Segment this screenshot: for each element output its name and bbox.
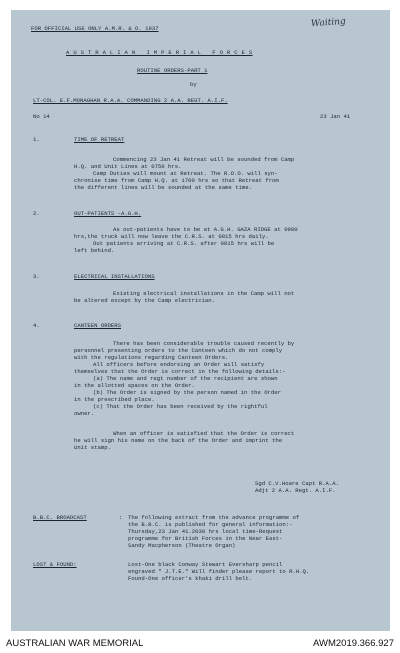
archive-footer [0,631,400,653]
document-title: ROUTINE ORDERS-PART 1 [137,67,208,74]
order-4-heading: CANTEEN ORDERS [74,322,121,329]
order-4-line: themselves that the Order is correct in the following details:- [74,368,286,375]
order-2-line: As out-patients have to be at A.G.H. GAZA RIDGE at 0900 [113,226,298,233]
order-1-line: Commencing 23 Jan 41 Retreat will be sounded from Camp [113,156,295,163]
order-4-line: (c) That the Order has been received by the rightful [93,403,268,410]
commanding-officer: LT-COL. E.F.MONAGHAN R.A.A. COMMANDING 2 A.A. REGT. A.I.F. [33,97,228,104]
order-1-line: Camp Duties will mount at Retreat. The R.O.O. will syn- [93,170,278,177]
signature-name: Sgd C.V.Hoare Capt R.A.A. [255,480,339,487]
order-4-line: There has been considerable trouble caused recently by [113,340,295,347]
by-line: by [190,81,197,88]
bbc-broadcast-line: Sandy Macpherson (Theatre Organ) [128,542,236,549]
order-3-heading: ELECTRICAL INSTALLATIONS [74,273,155,280]
order-2-number: 2. [33,210,40,217]
bbc-broadcast-separator: : [119,514,123,521]
order-2-line: Out patients arriving at C.R.S. after 0815 hrs will be [93,240,275,247]
order-4-line: (b) The Order is signed by the person named in the Order [93,389,281,396]
order-1-line: the different lines will be sounded at the same time. [74,184,252,191]
order-4-line: personnel presenting orders to the Canteen which do not comply [74,347,283,354]
order-4-line: When an officer is satisfied that the Order is correct [113,430,295,437]
document-page [11,10,390,631]
order-3-number: 3. [33,273,40,280]
order-4-line: with the regulations regarding Canteen Orders. [74,354,229,361]
order-2-line: hrs,the truck will now leave the C.R.S. at 0815 hrs daily. [74,233,269,240]
order-4-line: in the prescribed place. [74,396,155,403]
handwritten-note: Waiting [310,16,347,30]
order-2-line: left behind. [74,247,115,254]
bbc-broadcast-line: programme for British Forces in the Near East- [128,535,283,542]
order-1-number: 1. [33,136,40,143]
classification-line: FOR OFFICIAL USE ONLY A.M.R. & O. 1937 [31,25,159,32]
lost-and-found-label: LOST & FOUND: [33,561,77,568]
lost-and-found-line: engraved " J.T.E." Will finder please report to R.H.Q. [128,568,310,575]
order-number: No 14 [33,113,50,120]
order-4-line: Unit stamp. [74,444,111,451]
order-4-line: owner. [74,410,95,417]
bbc-broadcast-line: the B.B.C. is published for general information:- [128,521,293,528]
order-4-line: he will sign his name on the back of the Order and imprint the [74,437,283,444]
order-4-line: All officers before endorsing an Order will satisfy [93,361,265,368]
order-4-line: (a) The name and regt number of the recipient are shown [93,375,278,382]
order-3-line: Existing electrical installations in the Camp will not [113,290,295,297]
signature-title: Adjt 2 A.A. Regt. A.I.F. [255,487,336,494]
archive-source: AUSTRALIAN WAR MEMORIAL [6,638,144,649]
order-date: 23 Jan 41 [320,113,351,120]
order-4-line: in the allotted spaces on the Order. [74,382,195,389]
order-1-line: H.Q. and Unit Lines at 0750 hrs. [74,163,182,170]
bbc-broadcast-line: The following extract from the advance programme of [128,514,300,521]
order-3-line: be altered except by the Camp electrician. [74,297,215,304]
order-2-heading: OUT-PATIENTS -A.G.H. [74,210,142,217]
archive-reference: AWM2019.366.927 [313,638,394,649]
bbc-broadcast-line: Thursday,23 Jan 41.2030 hrs local time-Request [128,528,283,535]
lost-and-found-line: Lost-One black Conway Stewart Eversharp pencil [128,561,283,568]
order-1-heading: TIME OF RETREAT [74,136,125,143]
order-1-line: chronise time from Camp H.Q. at 1700 hrs so that Retreat from [74,177,279,184]
order-4-number: 4. [33,322,40,329]
lost-and-found-line: Found-One officer's khaki drill belt. [128,575,253,582]
bbc-broadcast-label: B.B.C. BROADCAST [33,514,87,521]
force-heading: A U S T R A L I A N I M P E R I A L F O R C E S [66,49,253,56]
